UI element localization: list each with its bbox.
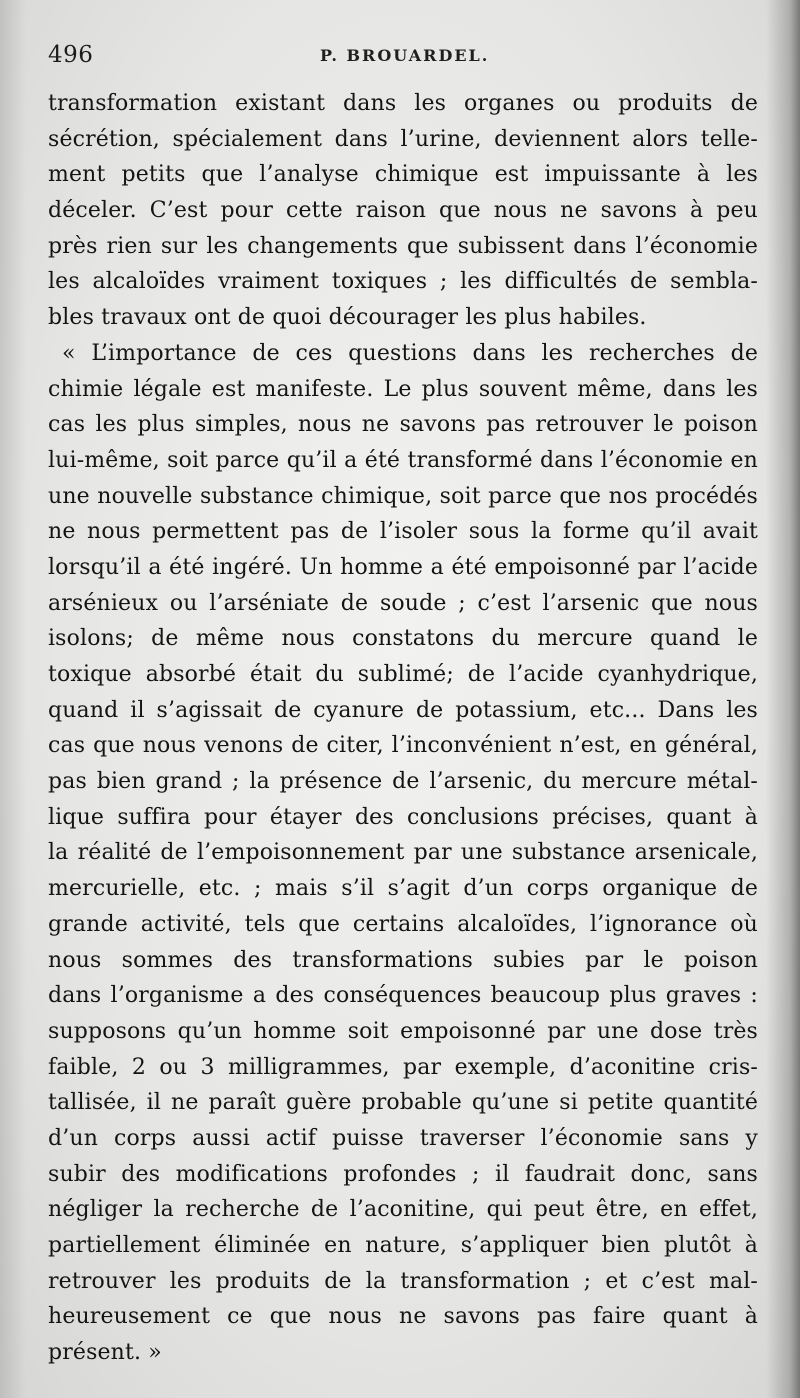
- paragraph-end-line: bles travaux ont de quoi décourager les plus habiles.: [48, 305, 647, 331]
- text-line: transformation existant dans les organes ou produits de: [48, 91, 758, 116]
- text-line: toxique absorbé était du sublimé; de l’acide cyanhydrique,: [48, 662, 758, 687]
- running-head: P. BROUARDEL.: [320, 46, 490, 65]
- text-line: ment petits que l’analyse chimique est impuissante à les: [48, 162, 758, 188]
- text-line: lique suffira pour étayer des conclusions précises, quant à: [48, 804, 758, 830]
- text-line: cas les plus simples, nous ne savons pas retrouver le poison: [48, 412, 758, 438]
- text-line: la réalité de l’empoisonnement par une substance arsenicale,: [48, 840, 758, 866]
- paragraph-start-line: « L’importance de ces questions dans les recherches de: [62, 340, 758, 366]
- paragraph-end-line: présent. »: [48, 1340, 162, 1366]
- text-line: quand il s’agissait de cyanure de potassium, etc... Dans les: [48, 697, 758, 723]
- text-line: négliger la recherche de l’aconitine, qui peut être, en effet,: [48, 1197, 758, 1223]
- text-line: grande activité, tels que certains alcaloïdes, l’ignorance où: [48, 911, 758, 937]
- text-line: faible, 2 ou 3 milligrammes, par exemple, d’aconitine cris-: [48, 1054, 758, 1080]
- text-line: dans l’organisme a des conséquences beaucoup plus graves :: [48, 983, 758, 1009]
- text-line: mercurielle, etc. ; mais s’il s’agit d’un corps organique de: [48, 876, 758, 902]
- text-line: lui-même, soit parce qu’il a été transformé dans l’économie en: [48, 447, 758, 473]
- text-line: pas bien grand ; la présence de l’arsenic, du mercure métal-: [48, 769, 758, 795]
- text-line: tallisée, il ne paraît guère probable qu’une si petite quantité: [48, 1090, 758, 1116]
- text-line: cas que nous venons de citer, l’inconvénient n’est, en général,: [48, 733, 758, 759]
- page-header: [48, 42, 748, 74]
- text-line: une nouvelle substance chimique, soit parce que nos procédés: [48, 483, 758, 509]
- text-line: isolons; de même nous constatons du mercure quand le: [48, 626, 758, 652]
- text-line: d’un corps aussi actif puisse traverser l’économie sans y: [48, 1125, 758, 1151]
- text-line: supposons qu’un homme soit empoisonné par une dose très: [48, 1018, 758, 1044]
- text-line: heureusement ce que nous ne savons pas faire quant à: [48, 1304, 758, 1330]
- text-line: retrouver les produits de la transformation ; et c’est mal-: [48, 1268, 758, 1294]
- text-line: près rien sur les changements que subissent dans l’économie: [48, 233, 758, 259]
- page-gutter-shadow: [766, 0, 800, 1398]
- text-line: arsénieux ou l’arséniate de soude ; c’est l’arsenic que nous: [48, 590, 758, 616]
- text-line: ne nous permettent pas de l’isoler sous la forme qu’il avait: [48, 519, 758, 545]
- text-line: chimie légale est manifeste. Le plus souvent même, dans les: [48, 376, 758, 402]
- text-line: sécrétion, spécialement dans l’urine, deviennent alors telle-: [48, 126, 758, 152]
- text-line: subir des modifications profondes ; il faudrait donc, sans: [48, 1161, 758, 1187]
- page-number: 496: [48, 42, 94, 68]
- text-line: partiellement éliminée en nature, s’appliquer bien plutôt à: [48, 1233, 758, 1258]
- text-line: lorsqu’il a été ingéré. Un homme a été empoisonné par l’acide: [48, 554, 758, 580]
- body-text: [48, 86, 758, 1371]
- text-line: nous sommes des transformations subies par le poison: [48, 947, 758, 973]
- page-left-shadow: [0, 0, 26, 1398]
- text-line: les alcaloïdes vraiment toxiques ; les difficultés de sembla-: [48, 269, 758, 295]
- text-line: déceler. C’est pour cette raison que nous ne savons à peu: [48, 198, 758, 224]
